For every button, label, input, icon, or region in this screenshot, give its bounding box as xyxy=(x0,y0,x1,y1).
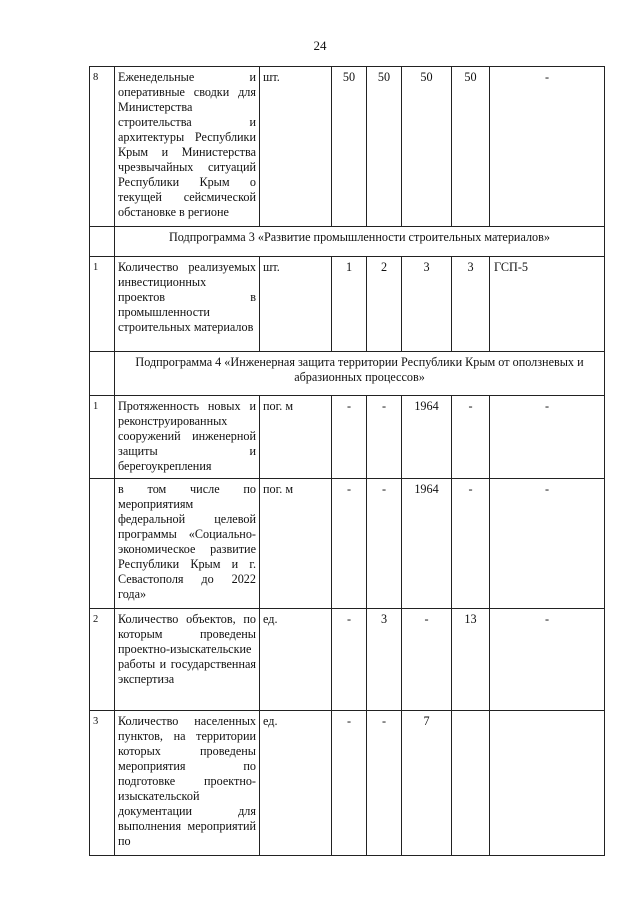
indicator-description: Количество населенных пунктов, на территории которых проведены мероприятия по подготовке проектно-изыскательской документации для выполнения мероприятий по xyxy=(115,711,260,856)
value-cell: - xyxy=(332,479,367,609)
value-cell: 7 xyxy=(402,711,452,856)
value-cell: - xyxy=(367,396,402,479)
value-cell: 1964 xyxy=(402,396,452,479)
subprogram-heading-row xyxy=(90,352,605,396)
indicator-description: в том числе по мероприятиям федеральной целевой программы «Социально-экономическое развитие Республики Крым и г. Севастополя до 2022 года» xyxy=(115,479,260,609)
table-row xyxy=(90,396,605,479)
unit-cell: ед. xyxy=(260,711,332,856)
unit-cell: пог. м xyxy=(260,396,332,479)
value-cell: - xyxy=(367,711,402,856)
value-cell: - xyxy=(332,609,367,711)
unit-cell: пог. м xyxy=(260,479,332,609)
value-cell: - xyxy=(332,711,367,856)
subprogram-heading: Подпрограмма 3 «Развитие промышленности строительных материалов» xyxy=(115,227,605,257)
note-cell: ГСП-5 xyxy=(490,257,605,352)
value-cell: 1 xyxy=(332,257,367,352)
unit-cell: шт. xyxy=(260,67,332,227)
page-number: 24 xyxy=(313,38,327,53)
value-cell: 3 xyxy=(367,609,402,711)
value-cell: 3 xyxy=(402,257,452,352)
value-cell: - xyxy=(452,396,490,479)
value-cell: 50 xyxy=(332,67,367,227)
note-cell: - xyxy=(490,479,605,609)
unit-cell: шт. xyxy=(260,257,332,352)
table-row xyxy=(90,257,605,352)
value-cell: 3 xyxy=(452,257,490,352)
value-cell: - xyxy=(367,479,402,609)
row-number: 2 xyxy=(90,609,115,711)
note-cell: - xyxy=(490,396,605,479)
note-cell xyxy=(490,711,605,856)
indicator-description: Протяженность новых и реконструированных сооружений инженерной защиты и берегоукрепления xyxy=(115,396,260,479)
value-cell: 50 xyxy=(402,67,452,227)
value-cell: 1964 xyxy=(402,479,452,609)
row-number xyxy=(90,352,115,396)
row-number xyxy=(90,227,115,257)
indicator-description: Количество объектов, по которым проведены проектно-изыскательские работы и государственная экспертиза xyxy=(115,609,260,711)
row-number xyxy=(90,479,115,609)
value-cell: 50 xyxy=(452,67,490,227)
note-cell: - xyxy=(490,609,605,711)
unit-cell: ед. xyxy=(260,609,332,711)
indicator-description: Количество реализуемых инвестиционных проектов в промышленности строительных материалов xyxy=(115,257,260,352)
value-cell: - xyxy=(452,479,490,609)
table-row xyxy=(90,67,605,227)
row-number: 3 xyxy=(90,711,115,856)
row-number: 1 xyxy=(90,257,115,352)
table-row xyxy=(90,609,605,711)
table-row xyxy=(90,479,605,609)
value-cell: 13 xyxy=(452,609,490,711)
table-row xyxy=(90,711,605,856)
row-number: 1 xyxy=(90,396,115,479)
indicator-description: Еженедельные и оперативные сводки для Министерства строительства и архитектуры Республики Крым и Министерства чрезвычайных ситуаций Республики Крым о текущей сейсмической обстановке в регионе xyxy=(115,67,260,227)
row-number: 8 xyxy=(90,67,115,227)
note-cell: - xyxy=(490,67,605,227)
value-cell: 2 xyxy=(367,257,402,352)
value-cell xyxy=(452,711,490,856)
subprogram-heading: Подпрограмма 4 «Инженерная защита территории Республики Крым от оползневых и абразионных процессов» xyxy=(115,352,605,396)
value-cell: - xyxy=(402,609,452,711)
value-cell: - xyxy=(332,396,367,479)
indicators-table xyxy=(89,66,605,856)
subprogram-heading-row xyxy=(90,227,605,257)
value-cell: 50 xyxy=(367,67,402,227)
